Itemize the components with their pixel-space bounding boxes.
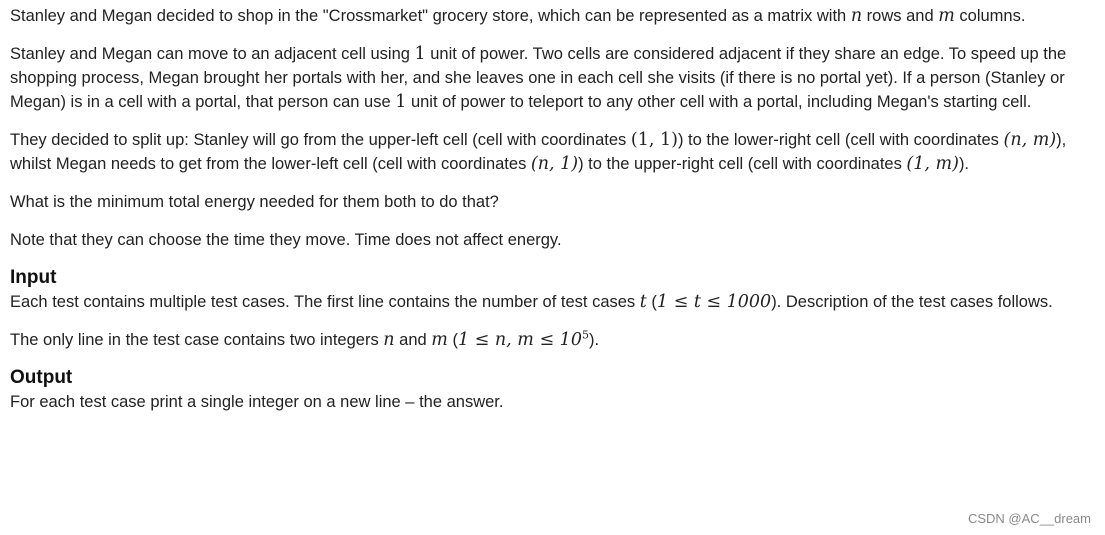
statement-paragraph-3 xyxy=(10,128,1095,176)
text-segment: The only line in the test case contains two integers xyxy=(10,331,384,349)
problem-statement xyxy=(10,4,1095,428)
math-n: n xyxy=(383,330,395,350)
math-exponent: 5 xyxy=(581,328,589,342)
text-segment: ). xyxy=(958,155,970,173)
text-segment: ( xyxy=(447,331,458,349)
statement-paragraph-4: What is the minimum total energy needed for them both to do that? xyxy=(10,193,499,211)
text-segment: unit of power. Two cells are considered adjacent if they share an edge. To speed up the shopping process, Megan brought her portals with her, and she leaves one in each cell she visits (if there is no portal yet). If a person (Stanley or Megan) is in a cell with a portal, that person can use xyxy=(10,45,1067,111)
math-t: t xyxy=(639,292,647,312)
text-segment: rows and xyxy=(862,7,939,25)
output-heading: Output xyxy=(10,367,73,388)
math-nm-range: 1 ≤ n, m ≤ 10 xyxy=(457,330,582,350)
watermark: CSDN @AC__dream xyxy=(967,511,1091,526)
text-segment: and xyxy=(394,331,432,349)
input-heading: Input xyxy=(10,267,57,288)
statement-paragraph-1 xyxy=(10,4,1095,28)
text-segment: unit of power to teleport to any other cell with a portal, including Megan's starting cell. xyxy=(406,93,1032,111)
math-coord-n-m: (n, m) xyxy=(1003,130,1057,150)
text-segment: ) to the upper-right cell (cell with coordinates xyxy=(578,155,907,173)
text-segment: ). Description of the test cases follows. xyxy=(771,293,1053,311)
text-segment: They decided to split up: Stanley will go from the upper-left cell (cell with coordinates xyxy=(10,131,631,149)
math-one: 1 xyxy=(395,92,407,112)
input-section xyxy=(10,266,1095,352)
math-n: n xyxy=(850,6,863,26)
math-t-range: 1 ≤ t ≤ 1000 xyxy=(656,292,772,312)
math-coord-1-1: (1, 1) xyxy=(630,130,678,150)
input-paragraph-2 xyxy=(10,328,1095,352)
math-m: m xyxy=(431,330,448,350)
output-paragraph-1: For each test case print a single integer on a new line – the answer. xyxy=(10,393,504,411)
statement-paragraph-2 xyxy=(10,42,1095,114)
text-segment: Stanley and Megan can move to an adjacent cell using xyxy=(10,45,415,63)
text-segment: Stanley and Megan decided to shop in the "Crossmarket" grocery store, which can be represented as a matrix with xyxy=(10,7,851,25)
math-m: m xyxy=(938,6,955,26)
math-coord-1-m: (1, m) xyxy=(906,154,959,174)
statement-paragraph-5: Note that they can choose the time they move. Time does not affect energy. xyxy=(10,231,562,249)
text-segment: ( xyxy=(646,293,657,311)
text-segment: columns. xyxy=(954,7,1026,25)
text-segment: ). xyxy=(588,331,600,349)
text-segment: Each test contains multiple test cases. The first line contains the number of test cases xyxy=(10,293,640,311)
math-one: 1 xyxy=(414,44,426,64)
text-segment: ), whilst Megan needs to get from the lower-left cell (cell with coordinates xyxy=(10,131,1067,173)
text-segment: ) to the lower-right cell (cell with coordinates xyxy=(677,131,1004,149)
input-paragraph-1 xyxy=(10,290,1095,314)
output-section xyxy=(10,366,1095,414)
math-coord-n-1: (n, 1) xyxy=(530,154,579,174)
